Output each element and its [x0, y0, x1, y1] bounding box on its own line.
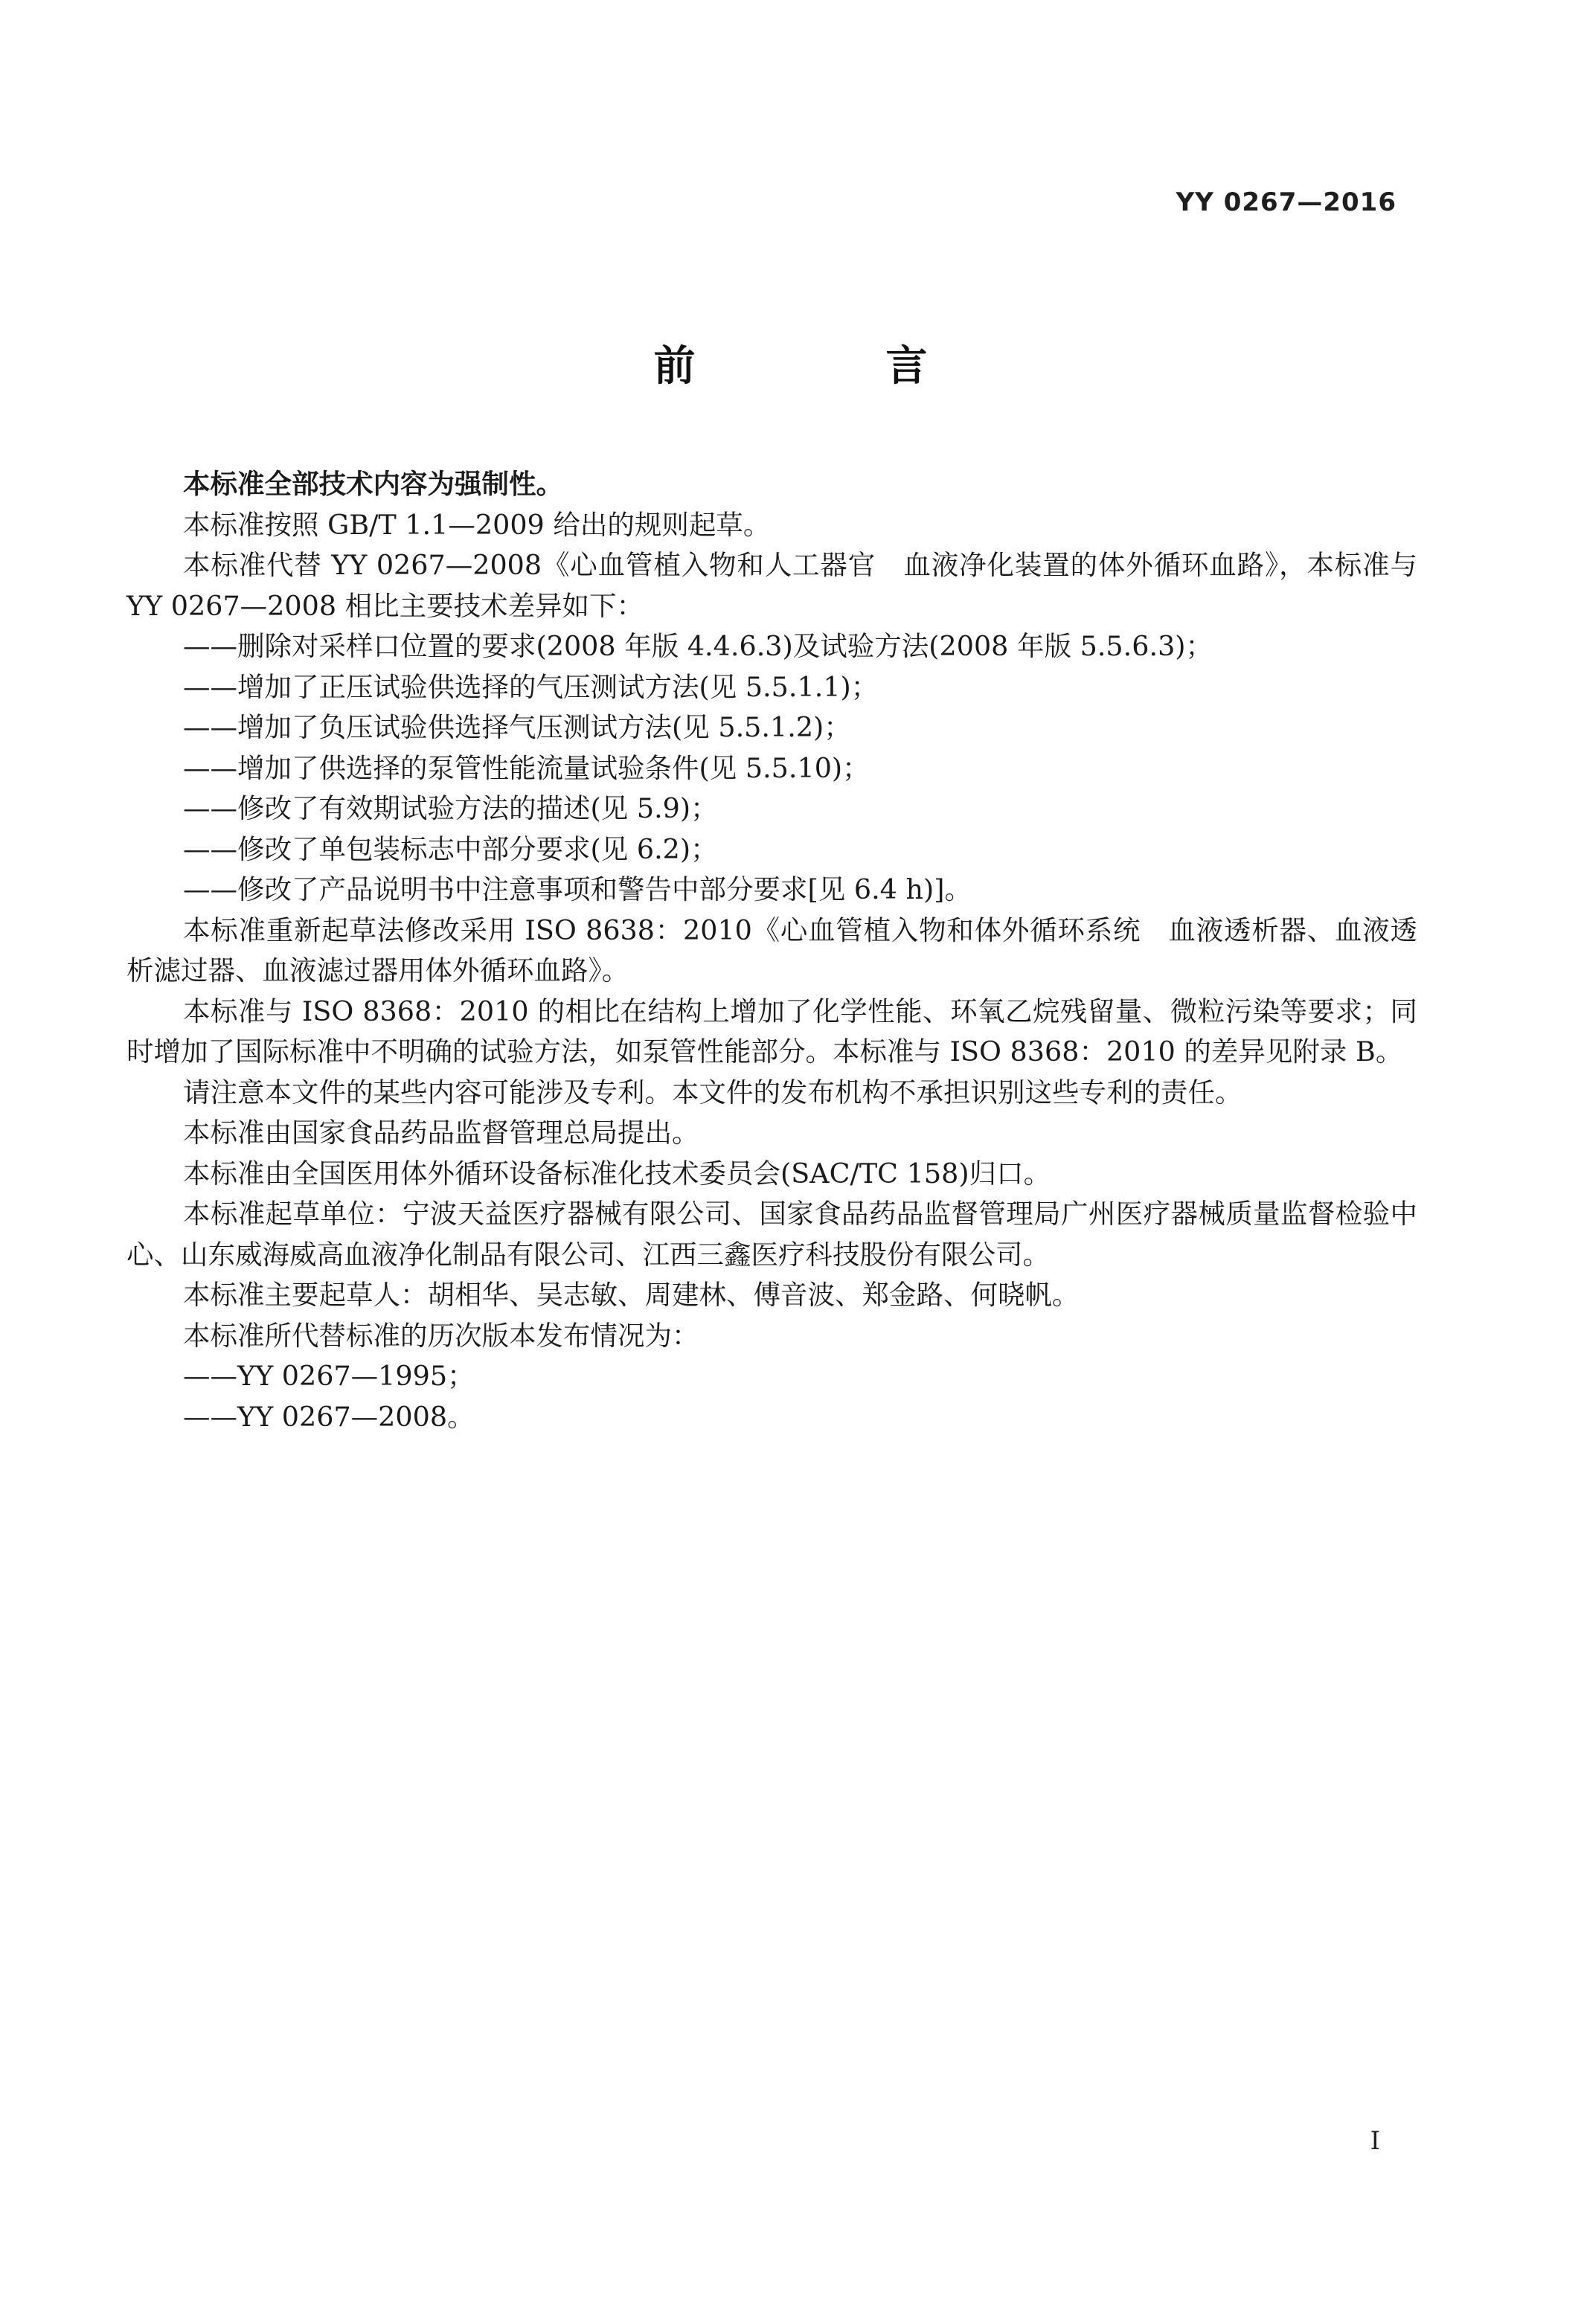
- list-item: ——增加了负压试验供选择气压测试方法(见 5.5.1.2)；: [183, 711, 851, 743]
- paragraph-replaces: 本标准代替 YY 0267—2008《心血管植入物和人工器官 血液净化装置的体外循环血路》，本标准与 YY 0267—2008 相比主要技术差异如下：: [126, 549, 1417, 622]
- document-body: [126, 464, 1417, 1437]
- paragraph-drafting-units: 本标准起草单位：宁波天益医疗器械有限公司、国家食品药品监督管理局广州医疗器械质量监督检验中心、山东威海威高血液净化制品有限公司、江西三鑫医疗科技股份有限公司。: [126, 1198, 1417, 1271]
- paragraph-proposed-by: 本标准由国家食品药品监督管理总局提出。: [183, 1117, 699, 1149]
- list-item: ——YY 0267—1995；: [183, 1360, 475, 1392]
- list-item: ——修改了有效期试验方法的描述(见 5.9)；: [183, 792, 718, 824]
- paragraph-mandatory: 本标准全部技术内容为强制性。: [183, 468, 563, 500]
- standard-code: YY 0267—2016: [1176, 187, 1396, 217]
- paragraph-patent-notice: 请注意本文件的某些内容可能涉及专利。本文件的发布机构不承担识别这些专利的责任。: [183, 1076, 1242, 1108]
- list-item: ——修改了产品说明书中注意事项和警告中部分要求[见 6.4 h)]。: [183, 873, 972, 905]
- paragraph-iso-adoption: 本标准重新起草法修改采用 ISO 8638：2010《心血管植入物和体外循环系统 血液透析器、血液透析滤过器、血液滤过器用体外循环血路》。: [126, 914, 1417, 986]
- page-title: 前 言: [653, 342, 1002, 391]
- page-number: I: [1370, 2126, 1380, 2156]
- list-item: ——增加了正压试验供选择的气压测试方法(见 5.5.1.1)；: [183, 670, 879, 703]
- paragraph-differences: 本标准与 ISO 8368：2010 的相比在结构上增加了化学性能、环氧乙烷残留量、微粒污染等要求；同时增加了国际标准中不明确的试验方法，如泵管性能部分。本标准与 ISO 8368：2010 的差异见附录 B。: [126, 995, 1417, 1068]
- paragraph-governed-by: 本标准由全国医用体外循环设备标准化技术委员会(SAC/TC 158)归口。: [183, 1157, 1051, 1190]
- paragraph-history-intro: 本标准所代替标准的历次版本发布情况为：: [183, 1319, 699, 1352]
- list-item: ——YY 0267—2008。: [183, 1400, 475, 1433]
- list-item: ——删除对采样口位置的要求(2008 年版 4.4.6.3)及试验方法(2008 年版 5.5.6.3)；: [183, 630, 1213, 662]
- paragraph-drafters: 本标准主要起草人：胡相华、吴志敏、周建林、傅音波、郑金路、何晓帆。: [183, 1279, 1080, 1311]
- list-item: ——增加了供选择的泵管性能流量试验条件(见 5.5.10)；: [183, 751, 870, 784]
- paragraph-drafting-rules: 本标准按照 GB/T 1.1—2009 给出的规则起草。: [183, 508, 771, 541]
- list-item: ——修改了单包装标志中部分要求(见 6.2)；: [183, 832, 718, 865]
